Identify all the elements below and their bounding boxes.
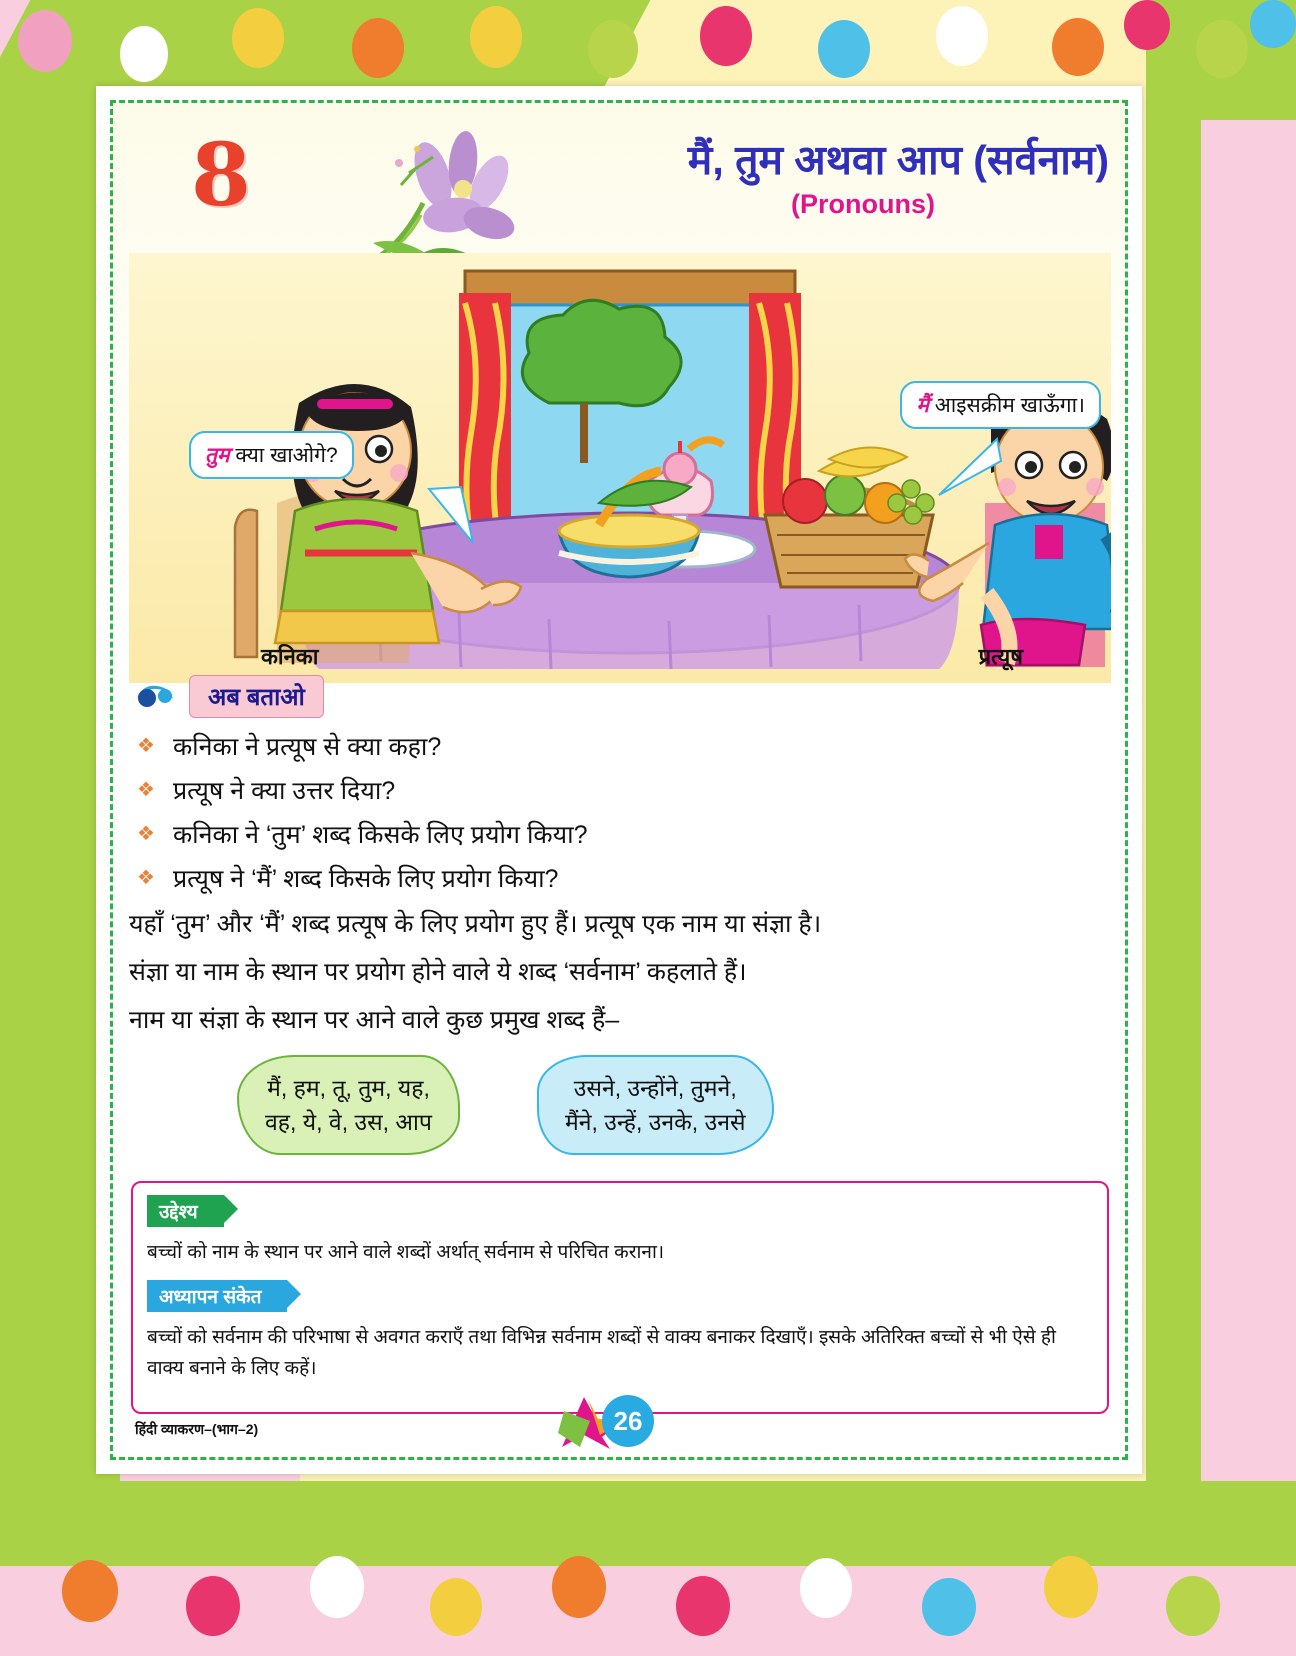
- objective-tag: उद्देश्य: [147, 1195, 224, 1227]
- confetti-dot: [922, 1578, 976, 1636]
- pronoun-blob-green: [237, 1055, 460, 1155]
- page-number-badge: [544, 1393, 694, 1449]
- explanation-paragraphs: [129, 905, 1128, 1049]
- question-text: प्रत्यूष ने क्या उत्तर दिया?: [172, 777, 396, 805]
- pronoun-blob-blue: [537, 1055, 774, 1155]
- confetti-dot: [18, 10, 72, 72]
- paragraph: नाम या संज्ञा के स्थान पर आने वाले कुछ प्रमुख शब्द हैं–: [129, 1006, 620, 1034]
- question-text: प्रत्यूष ने ‘मैं’ शब्द किसके लिए प्रयोग किया?: [172, 865, 559, 893]
- scene-illustration: [129, 253, 1111, 683]
- character-name-left: कनिका: [261, 644, 319, 669]
- page-number: 26: [602, 1395, 654, 1447]
- question-list: [137, 731, 1077, 907]
- swirl-icon: [133, 682, 181, 712]
- confetti-dot: [700, 6, 752, 66]
- section-heading: [133, 675, 324, 718]
- pronoun-blob-blue-line2: मैंने, उन्हें, उनके, उनसे: [565, 1109, 746, 1135]
- confetti-dot: [936, 6, 988, 66]
- speech-bubble-left: [189, 431, 354, 479]
- speech-bubble-right: [900, 381, 1101, 429]
- confetti-dot: [1044, 1556, 1098, 1618]
- list-item: [137, 731, 1077, 763]
- confetti-dot: [470, 6, 522, 68]
- confetti-dot: [62, 1560, 118, 1622]
- confetti-dot: [232, 8, 284, 68]
- confetti-dot: [800, 1558, 852, 1618]
- confetti-dot: [430, 1578, 482, 1636]
- confetti-dot: [818, 20, 870, 78]
- confetti-dot: [1124, 0, 1170, 50]
- teacher-notes-box: [131, 1181, 1109, 1414]
- speech-bubble-left-text: क्या खाओगे?: [235, 444, 338, 467]
- teaching-hint-tag: अध्यापन संकेत: [147, 1280, 287, 1312]
- page-title: मैं, तुम अथवा आप (सर्वनाम): [687, 137, 1109, 183]
- chapter-number: 8: [191, 125, 249, 226]
- page-content-frame: [110, 100, 1128, 1460]
- list-item: [137, 819, 1077, 851]
- bullet-icon: ❖: [137, 779, 155, 801]
- chapter-header: [113, 103, 1125, 273]
- confetti-dot: [186, 1576, 240, 1636]
- confetti-dot: [310, 1556, 364, 1618]
- pronoun-word-groups: [137, 1055, 1097, 1165]
- book-footer-note: हिंदी व्याकरण–(भाग–2): [135, 1421, 259, 1437]
- speech-bubble-right-text: आइसक्रीम खाऊँगा।: [934, 394, 1085, 417]
- pronoun-blob-green-line2: वह, ये, वे, उस, आप: [265, 1109, 432, 1135]
- confetti-dot: [1196, 20, 1248, 78]
- page-subtitle: (Pronouns): [791, 189, 935, 219]
- background-pink-right-strip: [1201, 120, 1296, 1520]
- confetti-dot: [352, 18, 404, 78]
- pronoun-blob-blue-line1: उसने, उन्होंने, तुमने,: [573, 1075, 737, 1101]
- question-text: कनिका ने ‘तुम’ शब्द किसके लिए प्रयोग किया?: [172, 821, 588, 849]
- list-item: [137, 863, 1077, 895]
- character-name-right: प्रत्यूष: [978, 644, 1023, 669]
- list-item: [137, 775, 1077, 807]
- bullet-icon: ❖: [137, 867, 155, 889]
- teaching-hint-text: बच्चों को सर्वनाम की परिभाषा से अवगत कराएँ तथा विभिन्न सर्वनाम शब्दों से वाक्य बनाकर दिखाएँ। इसके अतिरिक्त बच्चों से भी ऐसे ही वाक्य बनाने के लिए कहें।: [147, 1327, 1056, 1379]
- question-text: कनिका ने प्रत्यूष से क्या कहा?: [172, 733, 442, 761]
- bullet-icon: ❖: [137, 735, 155, 757]
- paragraph: संज्ञा या नाम के स्थान पर प्रयोग होने वाले ये शब्द ‘सर्वनाम’ कहलाते हैं।: [129, 958, 747, 986]
- confetti-dot: [1052, 18, 1104, 76]
- confetti-dot: [588, 20, 638, 78]
- confetti-dot: [552, 1556, 606, 1618]
- speech-bubble-left-highlight: तुम: [205, 444, 230, 467]
- objective-text: बच्चों को नाम के स्थान पर आने वाले शब्दों अर्थात् सर्वनाम से परिचित कराना।: [147, 1242, 665, 1263]
- confetti-dot: [1166, 1576, 1220, 1636]
- confetti-dot: [676, 1576, 730, 1636]
- section-heading-label: अब बताओ: [189, 675, 324, 718]
- confetti-dot: [1250, 0, 1296, 48]
- paragraph: यहाँ ‘तुम’ और ‘मैं’ शब्द प्रत्यूष के लिए प्रयोग हुए हैं। प्रत्यूष एक नाम या संज्ञा है।: [129, 910, 822, 938]
- textbook-page: [96, 86, 1142, 1474]
- bullet-icon: ❖: [137, 823, 155, 845]
- speech-bubble-right-highlight: मैं: [916, 394, 929, 417]
- confetti-dot: [120, 26, 168, 82]
- pronoun-blob-green-line1: मैं, हम, तू, तुम, यह,: [267, 1075, 430, 1101]
